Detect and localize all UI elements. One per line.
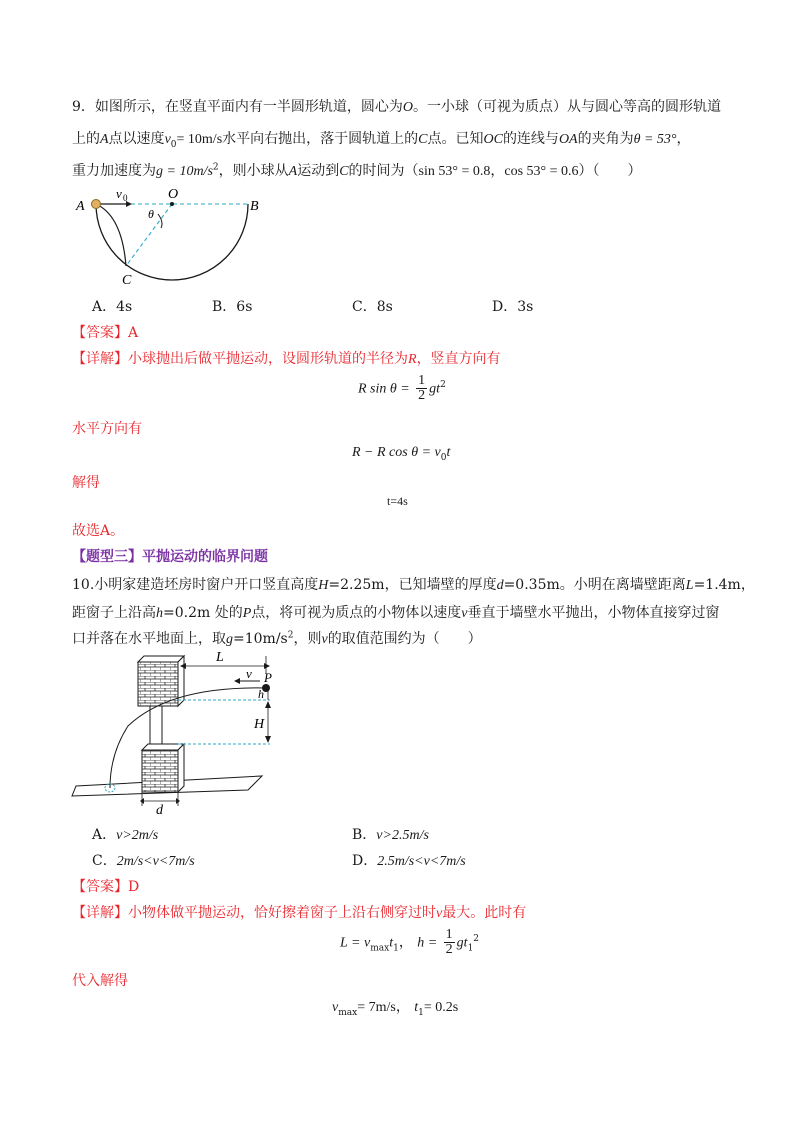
- q9-eq1: R sin θ = $\frac{1}{2}$ $gt^2$: [358, 373, 446, 403]
- q9-option-d: D．3s: [492, 299, 534, 315]
- label-v0: v: [116, 186, 122, 201]
- label-L: L: [216, 650, 224, 665]
- q9-solve: 解得: [72, 475, 100, 491]
- q10-line3: 口并落在水平地面上，取$g=10m/s^2$，则v的取值范围约为（ ）: [72, 630, 482, 647]
- upper-wall-front: [138, 662, 178, 706]
- q9-option-c: C．8s: [352, 299, 393, 315]
- label-h: h: [258, 687, 264, 701]
- q10-figure: [70, 646, 270, 818]
- q10-substitute: 代入解得: [72, 973, 128, 989]
- q10-eq1: $L = v_{max}t_1$， h = $\frac{1}{2}$ $gt_1^2$: [340, 927, 480, 957]
- q10-answer: 【答案】D: [72, 879, 140, 895]
- label-d: d: [156, 803, 163, 818]
- q9-figure: [70, 186, 270, 290]
- q9-choose: 故选A。: [72, 523, 125, 539]
- lower-wall-top: [142, 744, 184, 750]
- q10-detail: 【详解】小物体做平抛运动，恰好擦着窗子上沿右侧穿过时v最大。此时有: [72, 905, 527, 921]
- trajectory: [96, 204, 126, 266]
- q9-answer: 【答案】A: [72, 325, 139, 341]
- semicircle-track: [96, 204, 248, 280]
- upper-wall-top: [138, 656, 184, 662]
- label-B: B: [250, 199, 259, 214]
- label-H: H: [254, 717, 265, 732]
- angle-arc: [158, 214, 162, 228]
- q9-line3: 重力加速度为$g = 10m/s^2$，则小球从A运动到C的时间为（sin 53° = 0.8，cos 53° = 0.6）（ ）: [72, 162, 642, 179]
- q10-option-b: B．v>2.5m/s: [352, 827, 429, 843]
- q9-horizontal: 水平方向有: [72, 421, 142, 437]
- q10-option-c: C．2m/s<v<7m/s: [92, 853, 195, 869]
- q9-detail: 【详解】小球抛出后做平抛运动，设圆形轨道的半径为R，竖直方向有: [72, 351, 501, 367]
- section-title: 【题型三】平抛运动的临界问题: [72, 549, 268, 565]
- lower-wall-front: [142, 750, 178, 792]
- trajectory: [110, 688, 266, 788]
- q10-line2: 距窗子上沿高h=0.2m 处的P点，将可视为质点的小物体以速度v垂直于墙壁水平抛出，小物体直接穿过窗: [72, 605, 720, 621]
- center-dot: [170, 202, 174, 206]
- label-O: O: [168, 187, 179, 202]
- label-v0-sub: 0: [123, 193, 128, 203]
- label-theta: θ: [148, 207, 154, 221]
- ball: [92, 200, 101, 209]
- q10-option-a: A．v>2m/s: [92, 827, 159, 843]
- q9-line1: 9．如图所示，在竖直平面内有一半圆形轨道，圆心为O。一小球（可视为质点）从与圆心等高的圆形轨道: [72, 99, 722, 115]
- q10-eq2: $v_{max}= 7m/s$， $t_1= 0.2s$: [332, 999, 459, 1018]
- q9-option-b: B．6s: [212, 299, 253, 315]
- label-P: P: [264, 670, 272, 685]
- q9-eq2: R − R $\cos \theta = v_0t$: [352, 445, 451, 463]
- label-C: C: [122, 273, 132, 288]
- q9-eq3: t=4s: [387, 494, 408, 508]
- q9-line2: 上的A点以速度$v_0= 10m/s$水平向右抛出，落于圆轨道上的C点。已知OC的连线与OA的夹角为θ = 53°，: [72, 131, 691, 150]
- upper-wall-side: [178, 656, 184, 706]
- q9-option-a: A．4s: [92, 299, 133, 315]
- lower-wall-side: [178, 744, 184, 792]
- label-v: v: [246, 666, 252, 681]
- q10-option-d: D．2.5m/s<v<7m/s: [352, 853, 466, 869]
- q10-line1: 10.小明家建造坯房时窗户开口竖直高度H=2.25m，已知墙壁的厚度d=0.35m。小明在离墙壁距离L=1.4m，: [72, 577, 755, 593]
- label-A: A: [76, 199, 85, 214]
